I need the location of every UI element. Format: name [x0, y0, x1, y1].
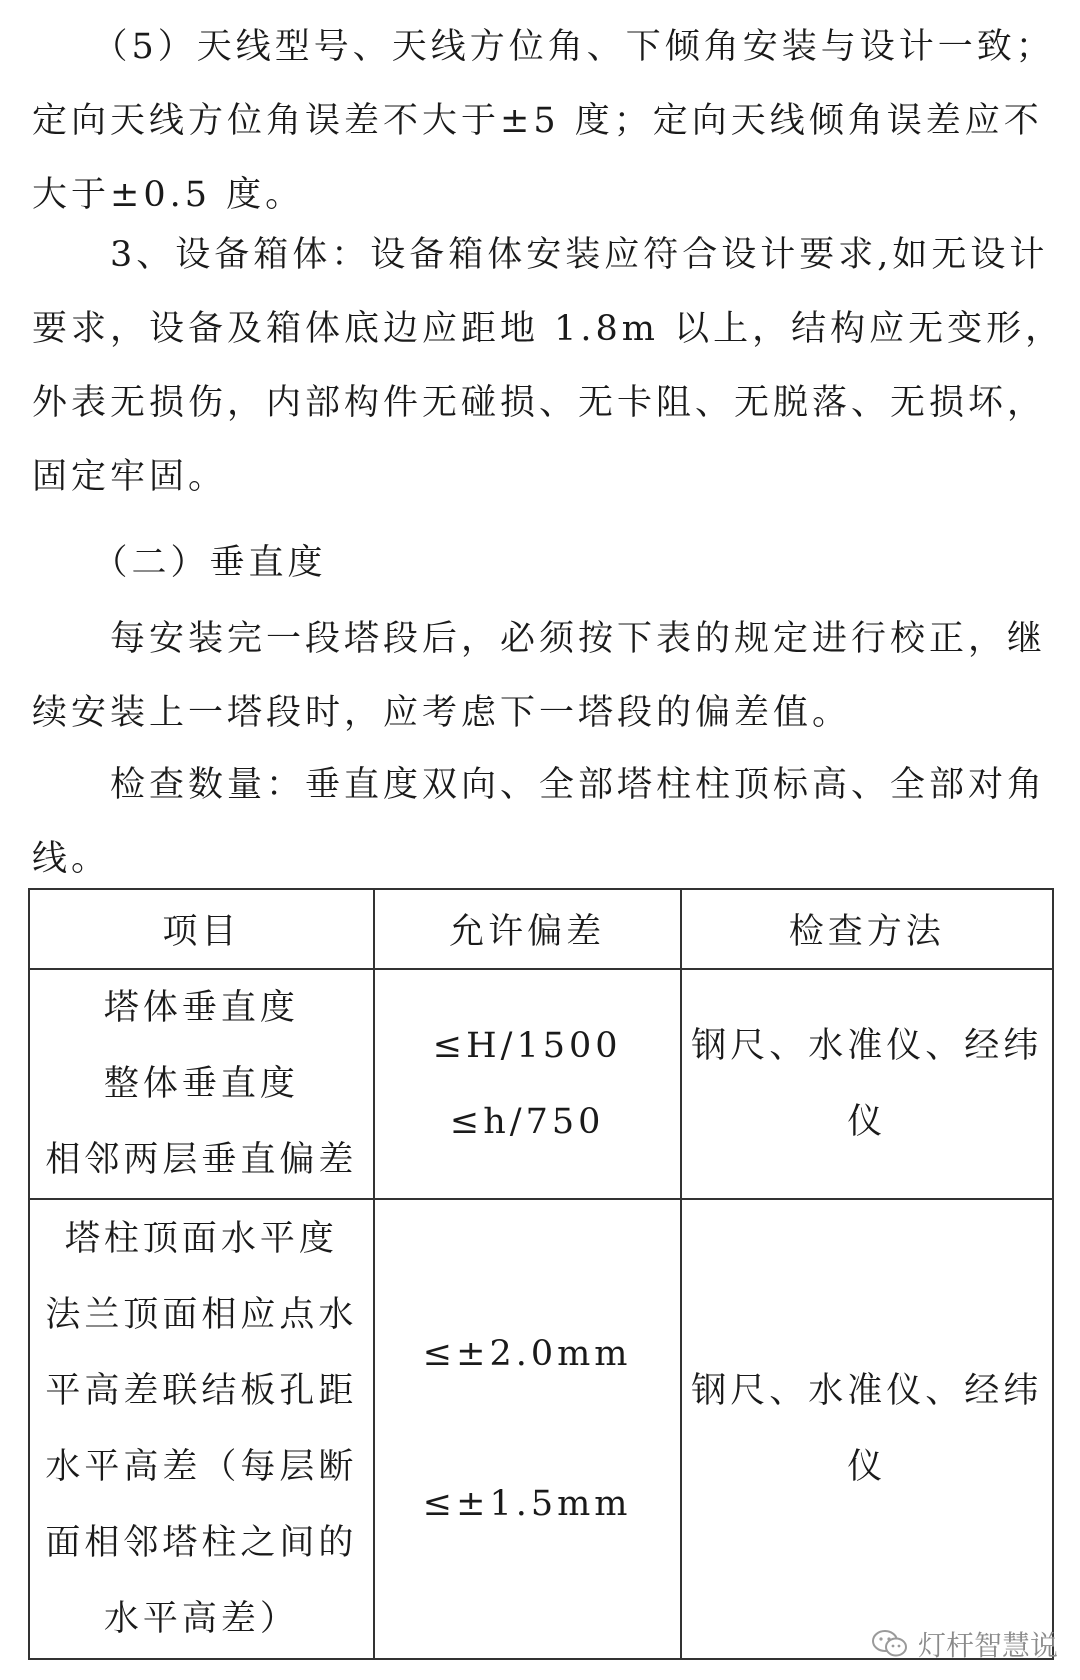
- table-header-row: [29, 889, 1053, 969]
- text-line: 外表无损伤，内部构件无碰损、无卡阻、无脱落、无损坏，: [32, 383, 1047, 423]
- cell-line: ≤±1.5mm: [422, 1484, 632, 1524]
- header-tolerance: 允许偏差: [374, 889, 681, 969]
- table-row: [29, 1199, 1053, 1659]
- cell-line: 仪: [847, 1447, 887, 1487]
- cell-item: [29, 1199, 374, 1659]
- tolerance-table: [28, 888, 1054, 1660]
- header-item: 项目: [29, 889, 374, 969]
- cell-line: 塔柱顶面水平度: [64, 1219, 338, 1259]
- cell-line: 水平高差）: [103, 1599, 299, 1639]
- cell-tolerance: [374, 1199, 681, 1659]
- text-line: （5）天线型号、天线方位角、下倾角安装与设计一致；: [32, 27, 1055, 67]
- paragraph-calibration: [32, 602, 1052, 750]
- cell-line: ≤±2.0mm: [422, 1334, 632, 1374]
- watermark: [870, 1624, 1058, 1664]
- cell-line: 钢尺、水准仪、经纬: [691, 1026, 1043, 1066]
- text-line: 每安装完一段塔段后，必须按下表的规定进行校正，继: [32, 619, 1047, 659]
- cell-item: [29, 969, 374, 1199]
- cell-tolerance: [374, 969, 681, 1199]
- text-line: 线。: [32, 839, 111, 879]
- paragraph-inspection-quantity: [32, 748, 1052, 896]
- text-line: 定向天线方位角误差不大于±5 度；定向天线倾角误差应不: [32, 101, 1043, 141]
- cell-line: ≤H/1500: [432, 1026, 622, 1066]
- section-heading: （二）垂直度: [32, 543, 327, 583]
- wechat-icon: [870, 1628, 910, 1660]
- table-row: [29, 969, 1053, 1199]
- paragraph-equipment-box: [32, 218, 1065, 514]
- cell-line: 仪: [847, 1102, 887, 1142]
- text-line: 大于±0.5 度。: [32, 175, 305, 215]
- cell-line: ≤h/750: [449, 1102, 605, 1142]
- cell-method: [681, 969, 1053, 1199]
- watermark-text: 灯杆智慧说: [917, 1629, 1058, 1662]
- text-line: 固定牢固。: [32, 457, 228, 497]
- text-line: 检查数量：垂直度双向、全部塔柱柱顶标高、全部对角: [32, 765, 1047, 805]
- cell-line: 水平高差（每层断: [45, 1447, 358, 1487]
- cell-method: [681, 1199, 1053, 1659]
- text-line: 续安装上一塔段时，应考虑下一塔段的偏差值。: [32, 693, 852, 733]
- cell-line: 塔体垂直度: [103, 988, 299, 1028]
- cell-line: 钢尺、水准仪、经纬: [691, 1371, 1043, 1411]
- header-method: 检查方法: [681, 889, 1053, 969]
- section-heading-verticality: [32, 526, 1052, 600]
- paragraph-antenna: [32, 10, 1055, 232]
- cell-line: 法兰顶面相应点水: [45, 1295, 358, 1335]
- text-line: 要求，设备及箱体底边应距地 1.8m 以上，结构应无变形，: [32, 309, 1065, 349]
- cell-line: 整体垂直度: [103, 1064, 299, 1104]
- cell-line: 平高差联结板孔距: [45, 1371, 358, 1411]
- cell-line: 相邻两层垂直偏差: [45, 1140, 358, 1180]
- text-line: 3、设备箱体：设备箱体安装应符合设计要求,如无设计: [32, 235, 1049, 275]
- cell-line: 面相邻塔柱之间的: [45, 1523, 358, 1563]
